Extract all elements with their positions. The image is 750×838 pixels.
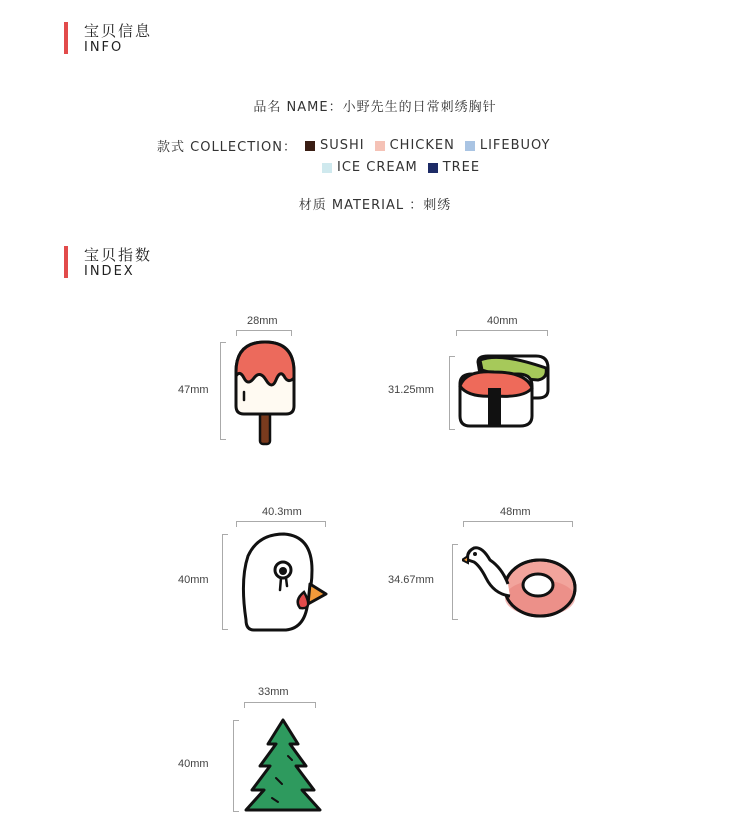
- chicken-pin-image: [236, 530, 332, 634]
- swatch-sushi: [305, 141, 315, 151]
- tree-pin-image: [242, 716, 324, 816]
- style-tree: [428, 160, 480, 175]
- chicken-width-label: 40.3mm: [262, 506, 302, 518]
- ice-cream-height-label: 47mm: [178, 384, 209, 396]
- tree-height-bracket: [233, 720, 239, 812]
- swatch-lifebuoy: [465, 141, 475, 151]
- style-chicken: [375, 138, 455, 153]
- chicken-height-bracket: [222, 534, 228, 630]
- style-sushi: [305, 138, 365, 153]
- ice-cream-width-label: 28mm: [247, 315, 278, 327]
- swatch-chicken: [375, 141, 385, 151]
- lifebuoy-height-label: 34.67mm: [388, 574, 434, 586]
- style-label: LIFEBUOY: [479, 138, 551, 153]
- style-ice-cream: [322, 160, 418, 175]
- tree-height-label: 40mm: [178, 758, 209, 770]
- chicken-height-label: 40mm: [178, 574, 209, 586]
- info-title-en: INFO: [84, 40, 124, 55]
- index-title-cn: 宝贝指数: [84, 246, 153, 264]
- info-title-cn: 宝贝信息: [84, 22, 153, 40]
- sushi-width-label: 40mm: [487, 315, 518, 327]
- lifebuoy-pin-image: [462, 538, 580, 622]
- style-label: TREE: [442, 160, 481, 175]
- ice-cream-height-bracket: [220, 342, 226, 440]
- lifebuoy-width-label: 48mm: [500, 506, 531, 518]
- style-lifebuoy: [465, 138, 551, 153]
- chicken-width-bracket: [236, 521, 326, 527]
- ice-cream-pin-image: [230, 336, 302, 448]
- sushi-height-label: 31.25mm: [388, 384, 434, 396]
- style-label: SUSHI: [319, 138, 365, 153]
- sushi-width-bracket: [456, 330, 548, 336]
- style-label: ICE CREAM: [337, 160, 418, 175]
- swatch-tree: [428, 163, 438, 173]
- tree-width-label: 33mm: [258, 686, 289, 698]
- collection-row-2: [322, 160, 490, 175]
- product-name: 品名 NAME：小野先生的日常刺绣胸针: [253, 100, 497, 115]
- sushi-pin-image: [454, 354, 550, 428]
- section-accent-bar: [64, 246, 68, 278]
- swatch-ice-cream: [322, 163, 332, 173]
- lifebuoy-height-bracket: [452, 544, 458, 620]
- style-label: CHICKEN: [389, 138, 455, 153]
- index-title-en: INDEX: [84, 264, 135, 279]
- collection-label: 款式 COLLECTION：: [157, 140, 297, 155]
- tree-width-bracket: [244, 702, 316, 708]
- collection-row-1: [157, 136, 561, 155]
- lifebuoy-width-bracket: [463, 521, 573, 527]
- section-accent-bar: [64, 22, 68, 54]
- material-line: 材质 MATERIAL ：刺绣: [298, 198, 452, 213]
